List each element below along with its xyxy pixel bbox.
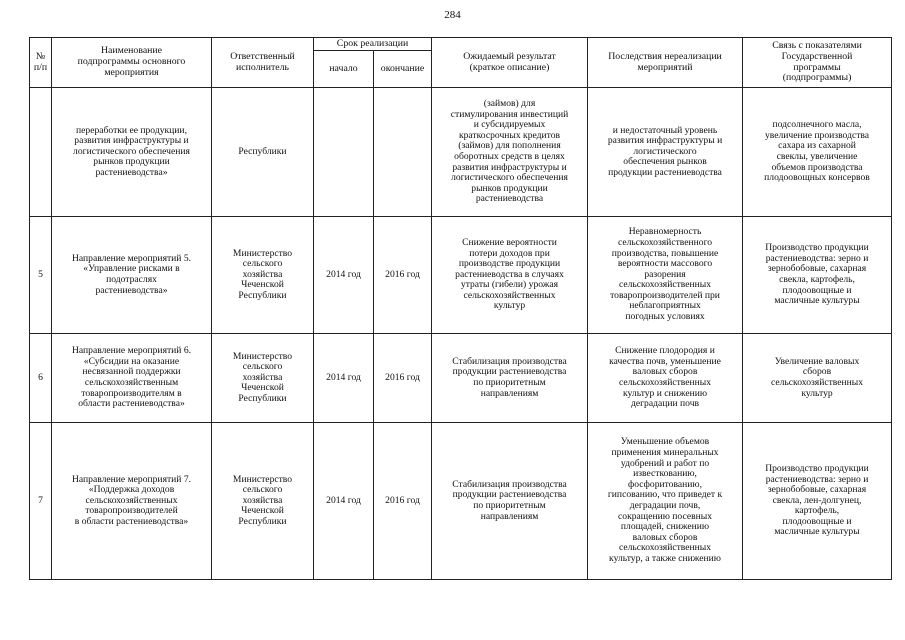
row-result: Снижение вероятности потери доходов при производстве продукции растениеводства в случаях утраты (гибели) урожая сельскохозяйственных культур — [432, 217, 588, 334]
row-executor: Министерство сельского хозяйства Чеченской Республики — [212, 334, 314, 423]
row-name: Направление мероприятий 7. «Поддержка доходов сельскохозяйственных товаропроизводителей в области растениеводства» — [52, 423, 212, 580]
table-row — [30, 217, 892, 334]
row-start: 2014 год — [314, 423, 374, 580]
row-result: (займов) для стимулирования инвестиций и субсидируемых краткосрочных кредитов (займов) для пополнения оборотных средств в целях развития инфраструктуры и логистического обеспечения рынков продукции растениеводства — [432, 88, 588, 217]
header-consequences: Последствия нереализации мероприятий — [588, 38, 743, 88]
row-name: Направление мероприятий 5. «Управление рисками в подотраслях растениеводства» — [52, 217, 212, 334]
row-end: 2016 год — [374, 334, 432, 423]
row-consequences: и недостаточный уровень развития инфраструктуры и логистического обеспечения рынков продукции растениеводства — [588, 88, 743, 217]
header-end: окончание — [374, 51, 432, 88]
row-start: 2014 год — [314, 217, 374, 334]
row-num: 7 — [30, 423, 52, 580]
row-executor: Министерство сельского хозяйства Чеченской Республики — [212, 217, 314, 334]
row-link: подсолнечного масла, увеличение производства сахара из сахарной свеклы, увеличение объемов производства плодоовощных консервов — [743, 88, 892, 217]
program-table — [29, 37, 892, 580]
header-executor: Ответственный исполнитель — [212, 38, 314, 88]
row-consequences: Уменьшение объемов применения минеральных удобрений и работ по известкованию, фосфоритованию, гипсованию, что приведет к деградации почв, сокращению посевных площадей, снижению валовых сборов сельскохозяйственных культур, а также снижению — [588, 423, 743, 580]
row-num: 5 — [30, 217, 52, 334]
header-name: Наименование подпрограммы основного мероприятия — [52, 38, 212, 88]
row-link: Увеличение валовых сборов сельскохозяйственных культур — [743, 334, 892, 423]
header-num: № п/п — [30, 38, 52, 88]
page-number: 284 — [444, 9, 461, 21]
row-consequences: Снижение плодородия и качества почв, уменьшение валовых сборов сельскохозяйственных культур и снижению деградации почв — [588, 334, 743, 423]
row-name: Направление мероприятий 6. «Субсидии на оказание несвязанной поддержки сельскохозяйственным товаропроизводителям в области растениеводства» — [52, 334, 212, 423]
row-name: переработки ее продукции, развития инфраструктуры и логистического обеспечения рынков продукции растениеводства» — [52, 88, 212, 217]
row-end: 2016 год — [374, 217, 432, 334]
row-executor: Министерство сельского хозяйства Чеченской Республики — [212, 423, 314, 580]
table-row — [30, 423, 892, 580]
header-result: Ожидаемый результат (краткое описание) — [432, 38, 588, 88]
row-start — [314, 88, 374, 217]
table-row — [30, 88, 892, 217]
row-num: 6 — [30, 334, 52, 423]
row-link: Производство продукции растениеводства: зерно и зернобобовые, сахарная свекла, картофель, плодоовощные и масличные культуры — [743, 217, 892, 334]
header-start: начало — [314, 51, 374, 88]
header-term: Срок реализации — [314, 38, 432, 51]
row-result: Стабилизация производства продукции растениеводства по приоритетным направлениям — [432, 334, 588, 423]
row-end — [374, 88, 432, 217]
row-end: 2016 год — [374, 423, 432, 580]
row-consequences: Неравномерность сельскохозяйственного производства, повышение вероятности массового разорения сельскохозяйственных товаропроизводителей при неблагоприятных погодных условиях — [588, 217, 743, 334]
row-num — [30, 88, 52, 217]
row-start: 2014 год — [314, 334, 374, 423]
table-row — [30, 334, 892, 423]
row-result: Стабилизация производства продукции растениеводства по приоритетным направлениям — [432, 423, 588, 580]
header-link: Связь с показателями Государственной программы (подпрограммы) — [743, 38, 892, 88]
row-link: Производство продукции растениеводства: зерно и зернобобовые, сахарная свекла, лен-долгунец, картофель, плодоовощные и масличные культуры — [743, 423, 892, 580]
row-executor: Республики — [212, 88, 314, 217]
